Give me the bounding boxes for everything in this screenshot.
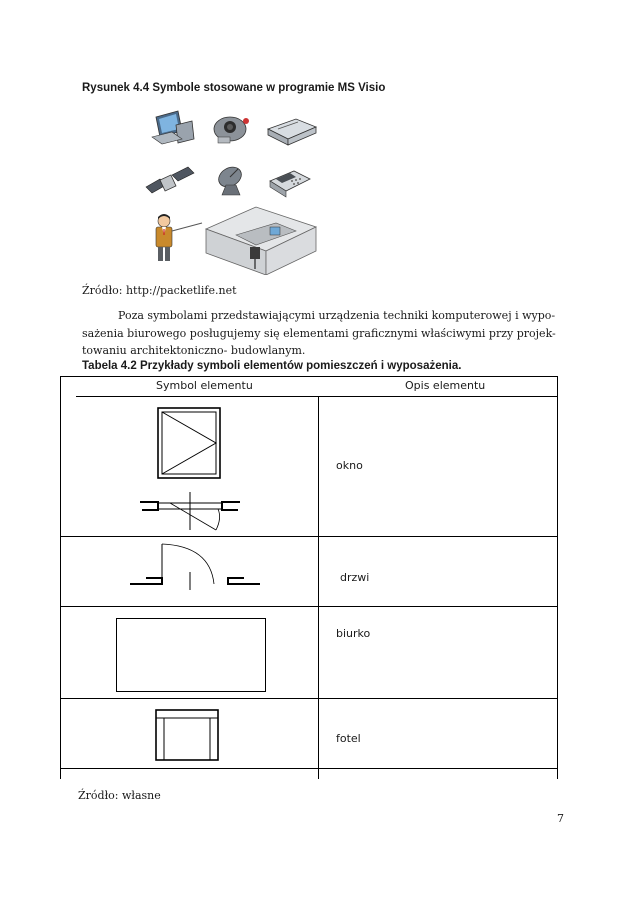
header-underline — [76, 396, 558, 397]
table-top-border — [60, 376, 558, 377]
paragraph-line-3: towaniu architektoniczno- budowlanym. — [82, 344, 306, 357]
figure-source: Źródło: http://packetlife.net — [82, 284, 237, 297]
router-icon — [268, 119, 316, 145]
telephone-icon — [270, 171, 310, 197]
scanner-icon — [214, 117, 249, 143]
table-left-border — [60, 376, 61, 779]
window-symbol — [140, 404, 240, 534]
column-divider — [318, 396, 319, 779]
office-cubicle-icon — [206, 207, 316, 275]
row-divider-1 — [60, 536, 558, 537]
desk-symbol — [116, 618, 266, 692]
row-divider-3 — [60, 698, 558, 699]
row-divider-4 — [60, 768, 558, 769]
armchair-symbol — [154, 708, 220, 762]
paragraph-line-2: sażenia biurowego posługujemy się elementami graficznymi właściwymi przy projek- — [82, 326, 556, 340]
symbols-table — [60, 376, 558, 779]
door-symbol — [130, 540, 260, 604]
description-armchair: fotel — [336, 732, 361, 745]
visio-symbols-figure — [140, 105, 330, 275]
row-divider-2 — [60, 606, 558, 607]
presenter-icon — [156, 214, 202, 261]
header-symbol: Symbol elementu — [156, 379, 253, 392]
body-paragraph — [82, 307, 560, 360]
header-description: Opis elementu — [405, 379, 486, 392]
table-source: Źródło: własne — [78, 789, 161, 802]
description-door: drzwi — [340, 571, 370, 584]
paragraph-line-1: Poza symbolami przedstawiającymi urządzenia techniki komputerowej i wypo- — [118, 309, 556, 322]
table-caption: Tabela 4.2 Przykłady symboli elementów pomieszczeń i wyposażenia. — [82, 360, 462, 372]
page-number: 7 — [557, 812, 564, 825]
description-desk: biurko — [336, 627, 371, 640]
table-right-border — [557, 376, 558, 779]
satellite-dish-icon — [215, 163, 245, 195]
satellite-icon — [146, 167, 194, 193]
figure-caption: Rysunek 4.4 Symbole stosowane w programie MS Visio — [82, 82, 386, 94]
computer-icon — [152, 111, 194, 144]
description-window: okno — [336, 459, 363, 472]
